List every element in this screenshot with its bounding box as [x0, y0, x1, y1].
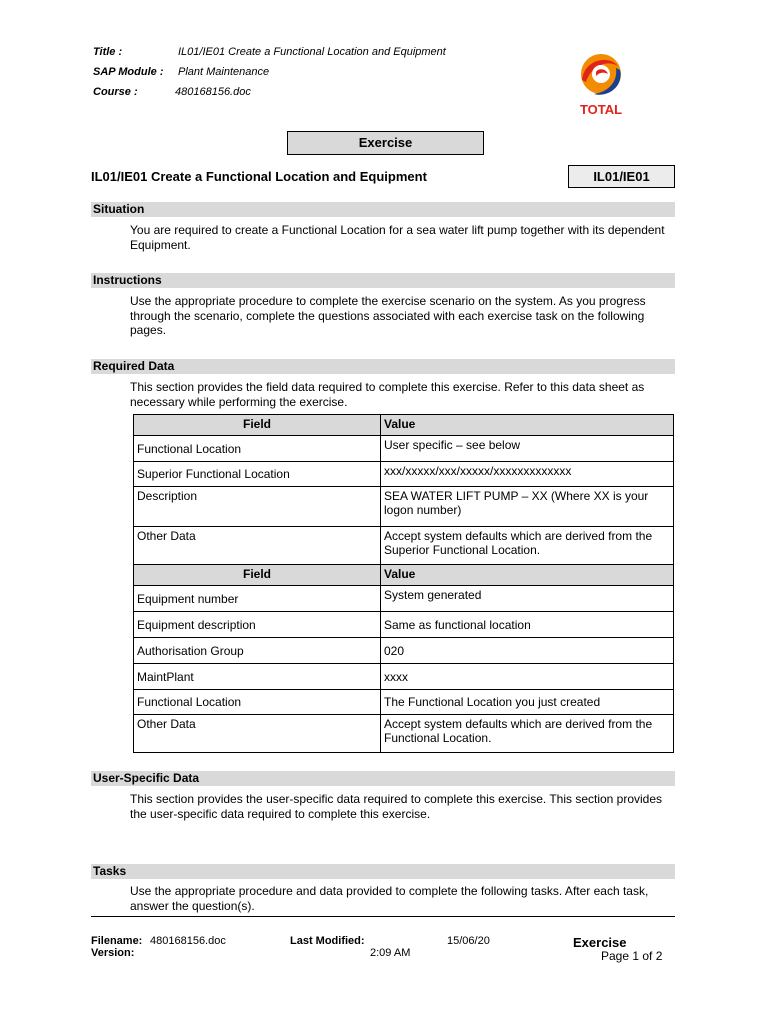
footer-doc-type: Exercise [573, 935, 627, 950]
table-header-field: Field [134, 415, 381, 436]
total-logo [568, 50, 634, 118]
module-value: Plant Maintenance [178, 66, 270, 78]
tasks-text: Use the appropriate procedure and data provided to complete the following tasks. After each task, answer the question(s). [130, 884, 649, 913]
instructions-text: Use the appropriate procedure to complete the exercise scenario on the system. As you progress through the scenario, complete the questions associated with each exercise task on the following pages. [130, 294, 646, 337]
course-label: Course : [93, 86, 138, 98]
table-header-row [134, 565, 674, 586]
exercise-code: IL01/IE01 [568, 165, 675, 188]
table-cell-field: Equipment number [134, 586, 381, 612]
section-heading-instructions: Instructions [91, 273, 675, 288]
title-label: Title : [93, 46, 123, 58]
table-row [134, 462, 674, 487]
table-row [134, 436, 674, 462]
required-data-text: This section provides the field data required to complete this exercise. Refer to this data sheet as necessary while performing the exercise. [130, 380, 645, 409]
table-cell-field: Functional Location [134, 690, 381, 715]
section-heading-tasks: Tasks [91, 864, 675, 879]
required-data-table [133, 414, 674, 753]
table-cell-value: xxx/xxxxx/xxx/xxxxx/xxxxxxxxxxxxx [381, 462, 674, 487]
table-row [134, 715, 674, 753]
table-header-row [134, 415, 674, 436]
footer-divider [91, 916, 675, 917]
section-heading-situation: Situation [91, 202, 675, 217]
table-cell-value: Accept system defaults which are derived from the Superior Functional Location. [381, 527, 674, 565]
table-cell-field: Description [134, 487, 381, 527]
last-modified-time: 2:09 AM [370, 947, 411, 959]
situation-text: You are required to create a Functional Location for a sea water lift pump together with its dependent Equipment. [130, 223, 665, 252]
module-label: SAP Module : [93, 66, 164, 78]
table-cell-field: Authorisation Group [134, 638, 381, 664]
table-cell-field: MaintPlant [134, 664, 381, 690]
page-title: IL01/IE01 Create a Functional Location and Equipment [91, 169, 427, 184]
table-cell-value: System generated [381, 586, 674, 612]
version-label: Version: [91, 947, 135, 959]
table-cell-value: Same as functional location [381, 612, 674, 638]
table-row [134, 690, 674, 715]
table-header-field: Field [134, 565, 381, 586]
table-cell-field: Functional Location [134, 436, 381, 462]
title-value: IL01/IE01 Create a Functional Location and Equipment [178, 46, 446, 58]
table-cell-value: User specific – see below [381, 436, 674, 462]
table-cell-field: Equipment description [134, 612, 381, 638]
table-row [134, 527, 674, 565]
table-row [134, 586, 674, 612]
filename-label: Filename: [91, 935, 143, 947]
section-heading-user-specific-data: User-Specific Data [91, 771, 675, 786]
table-cell-value: 020 [381, 638, 674, 664]
table-cell-value: SEA WATER LIFT PUMP – XX (Where XX is your logon number) [381, 487, 674, 527]
user-specific-text: This section provides the user-specific data required to complete this exercise. This section provides the user-specific data required to complete this exercise. [130, 792, 663, 821]
table-cell-value: xxxx [381, 664, 674, 690]
last-modified-label: Last Modified: [290, 935, 365, 947]
table-row [134, 487, 674, 527]
table-cell-value: Accept system defaults which are derived from the Functional Location. [381, 715, 674, 753]
table-header-value: Value [381, 565, 674, 586]
table-cell-field: Other Data [134, 715, 381, 753]
table-cell-field: Superior Functional Location [134, 462, 381, 487]
table-row [134, 638, 674, 664]
course-value: 480168156.doc [175, 86, 251, 98]
exercise-label: Exercise [287, 131, 484, 155]
last-modified-date: 15/06/20 [447, 935, 490, 947]
table-row [134, 612, 674, 638]
table-header-value: Value [381, 415, 674, 436]
table-row [134, 664, 674, 690]
filename-value: 480168156.doc [150, 935, 226, 947]
section-heading-required-data: Required Data [91, 359, 675, 374]
table-cell-value: The Functional Location you just created [381, 690, 674, 715]
page-number: Page 1 of 2 [601, 949, 663, 963]
table-cell-field: Other Data [134, 527, 381, 565]
logo-wordmark: TOTAL [579, 102, 623, 117]
